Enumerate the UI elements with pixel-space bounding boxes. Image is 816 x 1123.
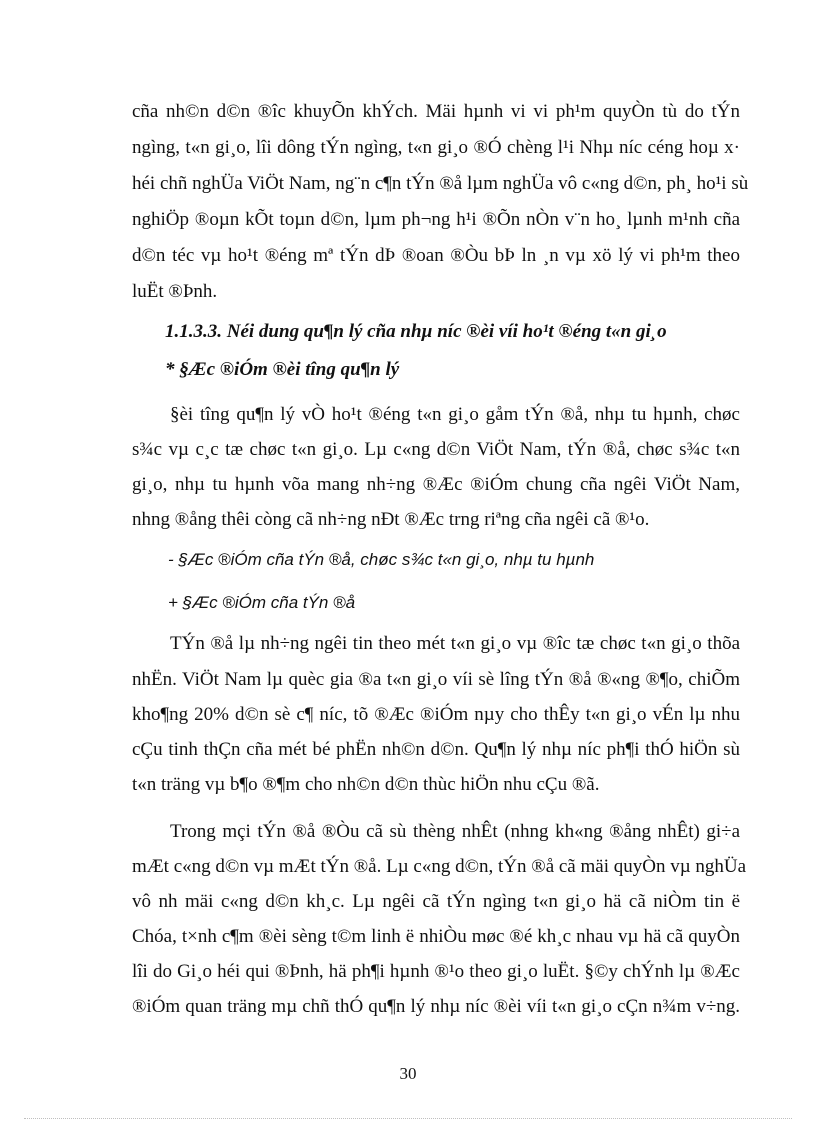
- paragraph-line: gi¸o, nhµ tu hµnh võa mang nh÷ng ®Æc ®iÓm chung cña ngêi ViÖt Nam,: [132, 474, 740, 495]
- paragraph-line: TÝn ®å lµ nh÷ng ngêi tin theo mét t«n gi¸o vµ ®îc tæ chøc t«n gi¸o thõa: [170, 633, 740, 654]
- paragraph-line: nhng ®ång thêi còng cã nh÷ng nÐt ®Æc trng riªng cña ngêi cã ®¹o.: [132, 509, 650, 530]
- paragraph-line: Chóa, t×nh c¶m ®èi sèng t©m linh ë nhiÒu møc ®é kh¸c nhau vµ hä cã quyÒn: [132, 926, 740, 947]
- paragraph-line: nghiÖp ®oµn kÕt toµn d©n, lµm ph¬ng h¹i ®Õn nÒn v¨n ho¸ lµnh m¹nh cña: [132, 209, 740, 230]
- paragraph-line: Trong mçi tÝn ®å ®Òu cã sù thèng nhÊt (nhng kh«ng ®ång nhÊt) gi÷a: [170, 821, 740, 842]
- paragraph-line: kho¶ng 20% d©n sè c¶ níc, tõ ®Æc ®iÓm nµy cho thÊy t«n gi¸o vÉn lµ nhu: [132, 704, 740, 725]
- paragraph-line: s¾c vµ c¸c tæ chøc t«n gi¸o. Lµ c«ng d©n ViÖt Nam, tÝn ®å, chøc s¾c t«n: [132, 439, 740, 460]
- subsection-heading: * §Æc ®iÓm ®èi tîng qu¶n lý: [165, 359, 400, 380]
- paragraph-line: t«n träng vµ b¶o ®¶m cho nh©n d©n thùc hiÖn nhu cÇu ®ã.: [132, 774, 600, 795]
- paragraph-line: §èi tîng qu¶n lý vÒ ho¹t ®éng t«n gi¸o gåm tÝn ®å, nhµ tu hµnh, chøc: [170, 404, 740, 425]
- paragraph-line: vô nh mäi c«ng d©n kh¸c. Lµ ngêi cã tÝn ngìng t«n gi¸o hä cã niÒm tin ë: [132, 891, 740, 912]
- italic-subheading: - §Æc ®iÓm cña tÝn ®å, chøc s¾c t«n gi¸o, nhµ tu hµnh: [168, 550, 595, 569]
- page-border: [24, 1118, 792, 1119]
- paragraph-line: cÇu tinh thÇn cña mét bé phËn nh©n d©n. Qu¶n lý nhµ níc ph¶i thÓ hiÖn sù: [132, 739, 740, 760]
- page-number: 30: [399, 1064, 417, 1083]
- paragraph-line: d©n téc vµ ho¹t ®éng mª tÝn dÞ ®oan ®Òu bÞ ln ¸n vµ xö lý vi ph¹m theo: [132, 245, 740, 266]
- paragraph-line: luËt ®Þnh.: [132, 281, 218, 302]
- italic-subheading: + §Æc ®iÓm cña tÝn ®å: [168, 593, 356, 612]
- paragraph-line: mÆt c«ng d©n vµ mÆt tÝn ®å. Lµ c«ng d©n, tÝn ®å cã mäi quyÒn vµ nghÜa: [132, 856, 747, 877]
- section-heading: 1.1.3.3. Néi dung qu¶n lý cña nhµ níc ®èi víi ho¹t ®éng t«n gi¸o: [165, 321, 667, 342]
- paragraph-line: ngìng, t«n gi¸o, lîi dông tÝn ngìng, t«n gi¸o ®Ó chèng l¹i Nhµ níc céng hoµ x·: [132, 137, 740, 158]
- paragraph-line: héi chñ nghÜa ViÖt Nam, ng¨n c¶n tÝn ®å lµm nghÜa vô c«ng d©n, ph¸ ho¹i sù: [132, 173, 749, 194]
- paragraph-line: ®iÓm quan träng mµ chñ thÓ qu¶n lý nhµ níc ®èi víi t«n gi¸o cÇn n¾m v÷ng.: [132, 996, 740, 1017]
- paragraph-line: lîi do Gi¸o héi qui ®Þnh, hä ph¶i hµnh ®¹o theo gi¸o luËt. §©y chÝnh lµ ®Æc: [132, 961, 740, 982]
- paragraph-line: nhËn. ViÖt Nam lµ quèc gia ®a t«n gi¸o víi sè lîng tÝn ®å ®«ng ®¶o, chiÕm: [132, 669, 740, 690]
- paragraph-line: cña nh©n d©n ®îc khuyÕn khÝch. Mäi hµnh vi vi ph¹m quyÒn tù do tÝn: [132, 101, 740, 122]
